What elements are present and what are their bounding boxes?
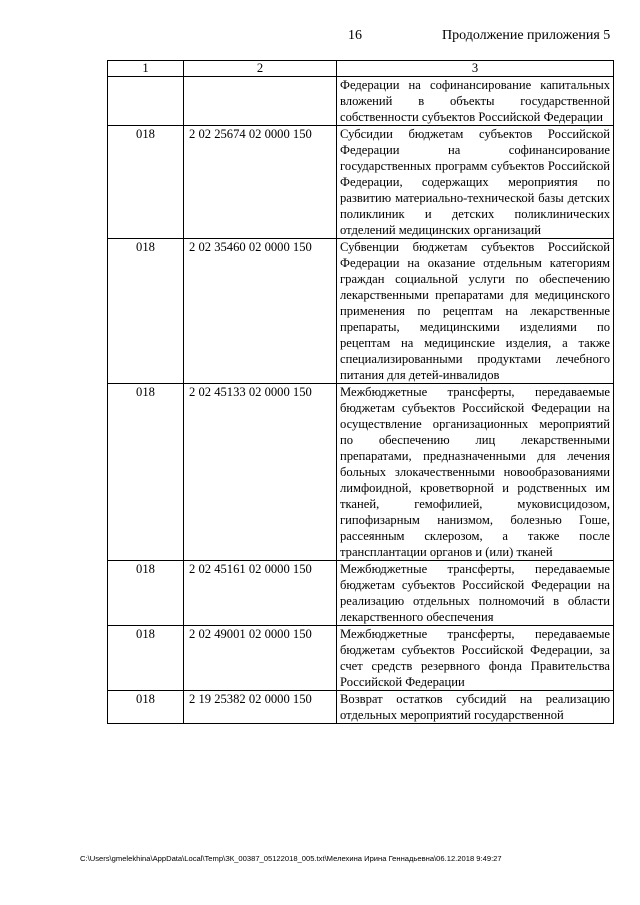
revenue-table xyxy=(107,60,614,724)
kbk-code-cell xyxy=(184,77,337,126)
table-header-row xyxy=(108,61,614,77)
table-row xyxy=(108,384,614,561)
column-header-3: 3 xyxy=(337,61,614,77)
admin-code-cell xyxy=(108,77,184,126)
admin-code-cell: 018 xyxy=(108,691,184,724)
column-header-2: 2 xyxy=(184,61,337,77)
description-cell: Возврат остатков субсидий на реализацию отдельных мероприятий государственной xyxy=(337,691,614,724)
admin-code-cell: 018 xyxy=(108,626,184,691)
admin-code-cell: 018 xyxy=(108,384,184,561)
file-path-footer: C:\Users\gmelekhina\AppData\Local\Temp\ЗК_00387_05122018_005.txt\Мелехина Ирина Геннадьевна\06.12.2018 9:49:27 xyxy=(80,854,502,863)
description-cell: Субвенции бюджетам субъектов Российской Федерации на оказание отдельным категориям граждан социальной услуги по обеспечению лекарственными препаратами для медицинского применения по рецептам на лекарственные препараты, медицинскими изделиями по рецептам на медицинские изделия, а также специализированными продуктами лечебного питания для детей-инвалидов xyxy=(337,239,614,384)
table-row xyxy=(108,126,614,239)
table-row xyxy=(108,691,614,724)
description-cell: Межбюджетные трансферты, передаваемые бюджетам субъектов Российской Федерации на осуществление организационных мероприятий по обеспечению лиц лекарственными препаратами, предназначенными для лечения больных злокачественными новообразованиями лимфоидной, кроветворной и родственных им тканей, гемофилией, муковисцидозом, гипофизарным нанизмом, болезнью Гоше, рассеянным склерозом, а также после трансплантации органов и (или) тканей xyxy=(337,384,614,561)
description-cell: Субсидии бюджетам субъектов Российской Федерации на софинансирование государственных программ субъектов Российской Федерации, содержащих мероприятия по развитию материально-технической базы детских поликлиник и детских поликлинических отделений медицинских организаций xyxy=(337,126,614,239)
table-row xyxy=(108,77,614,126)
table-row xyxy=(108,239,614,384)
admin-code-cell: 018 xyxy=(108,239,184,384)
page-number: 16 xyxy=(348,28,362,43)
kbk-code-cell: 2 02 35460 02 0000 150 xyxy=(184,239,337,384)
description-cell: Межбюджетные трансферты, передаваемые бюджетам субъектов Российской Федерации на реализацию отдельных полномочий в области лекарственного обеспечения xyxy=(337,561,614,626)
table-row xyxy=(108,626,614,691)
kbk-code-cell: 2 02 45161 02 0000 150 xyxy=(184,561,337,626)
kbk-code-cell: 2 02 25674 02 0000 150 xyxy=(184,126,337,239)
table-row xyxy=(108,561,614,626)
continuation-label: Продолжение приложения 5 xyxy=(442,28,611,43)
kbk-code-cell: 2 19 25382 02 0000 150 xyxy=(184,691,337,724)
admin-code-cell: 018 xyxy=(108,561,184,626)
admin-code-cell: 018 xyxy=(108,126,184,239)
description-cell: Межбюджетные трансферты, передаваемые бюджетам субъектов Российской Федерации, за счет средств резервного фонда Правительства Российской Федерации xyxy=(337,626,614,691)
description-cell: Федерации на софинансирование капитальных вложений в объекты государственной собственности субъектов Российской Федерации xyxy=(337,77,614,126)
column-header-1: 1 xyxy=(108,61,184,77)
kbk-code-cell: 2 02 49001 02 0000 150 xyxy=(184,626,337,691)
kbk-code-cell: 2 02 45133 02 0000 150 xyxy=(184,384,337,561)
